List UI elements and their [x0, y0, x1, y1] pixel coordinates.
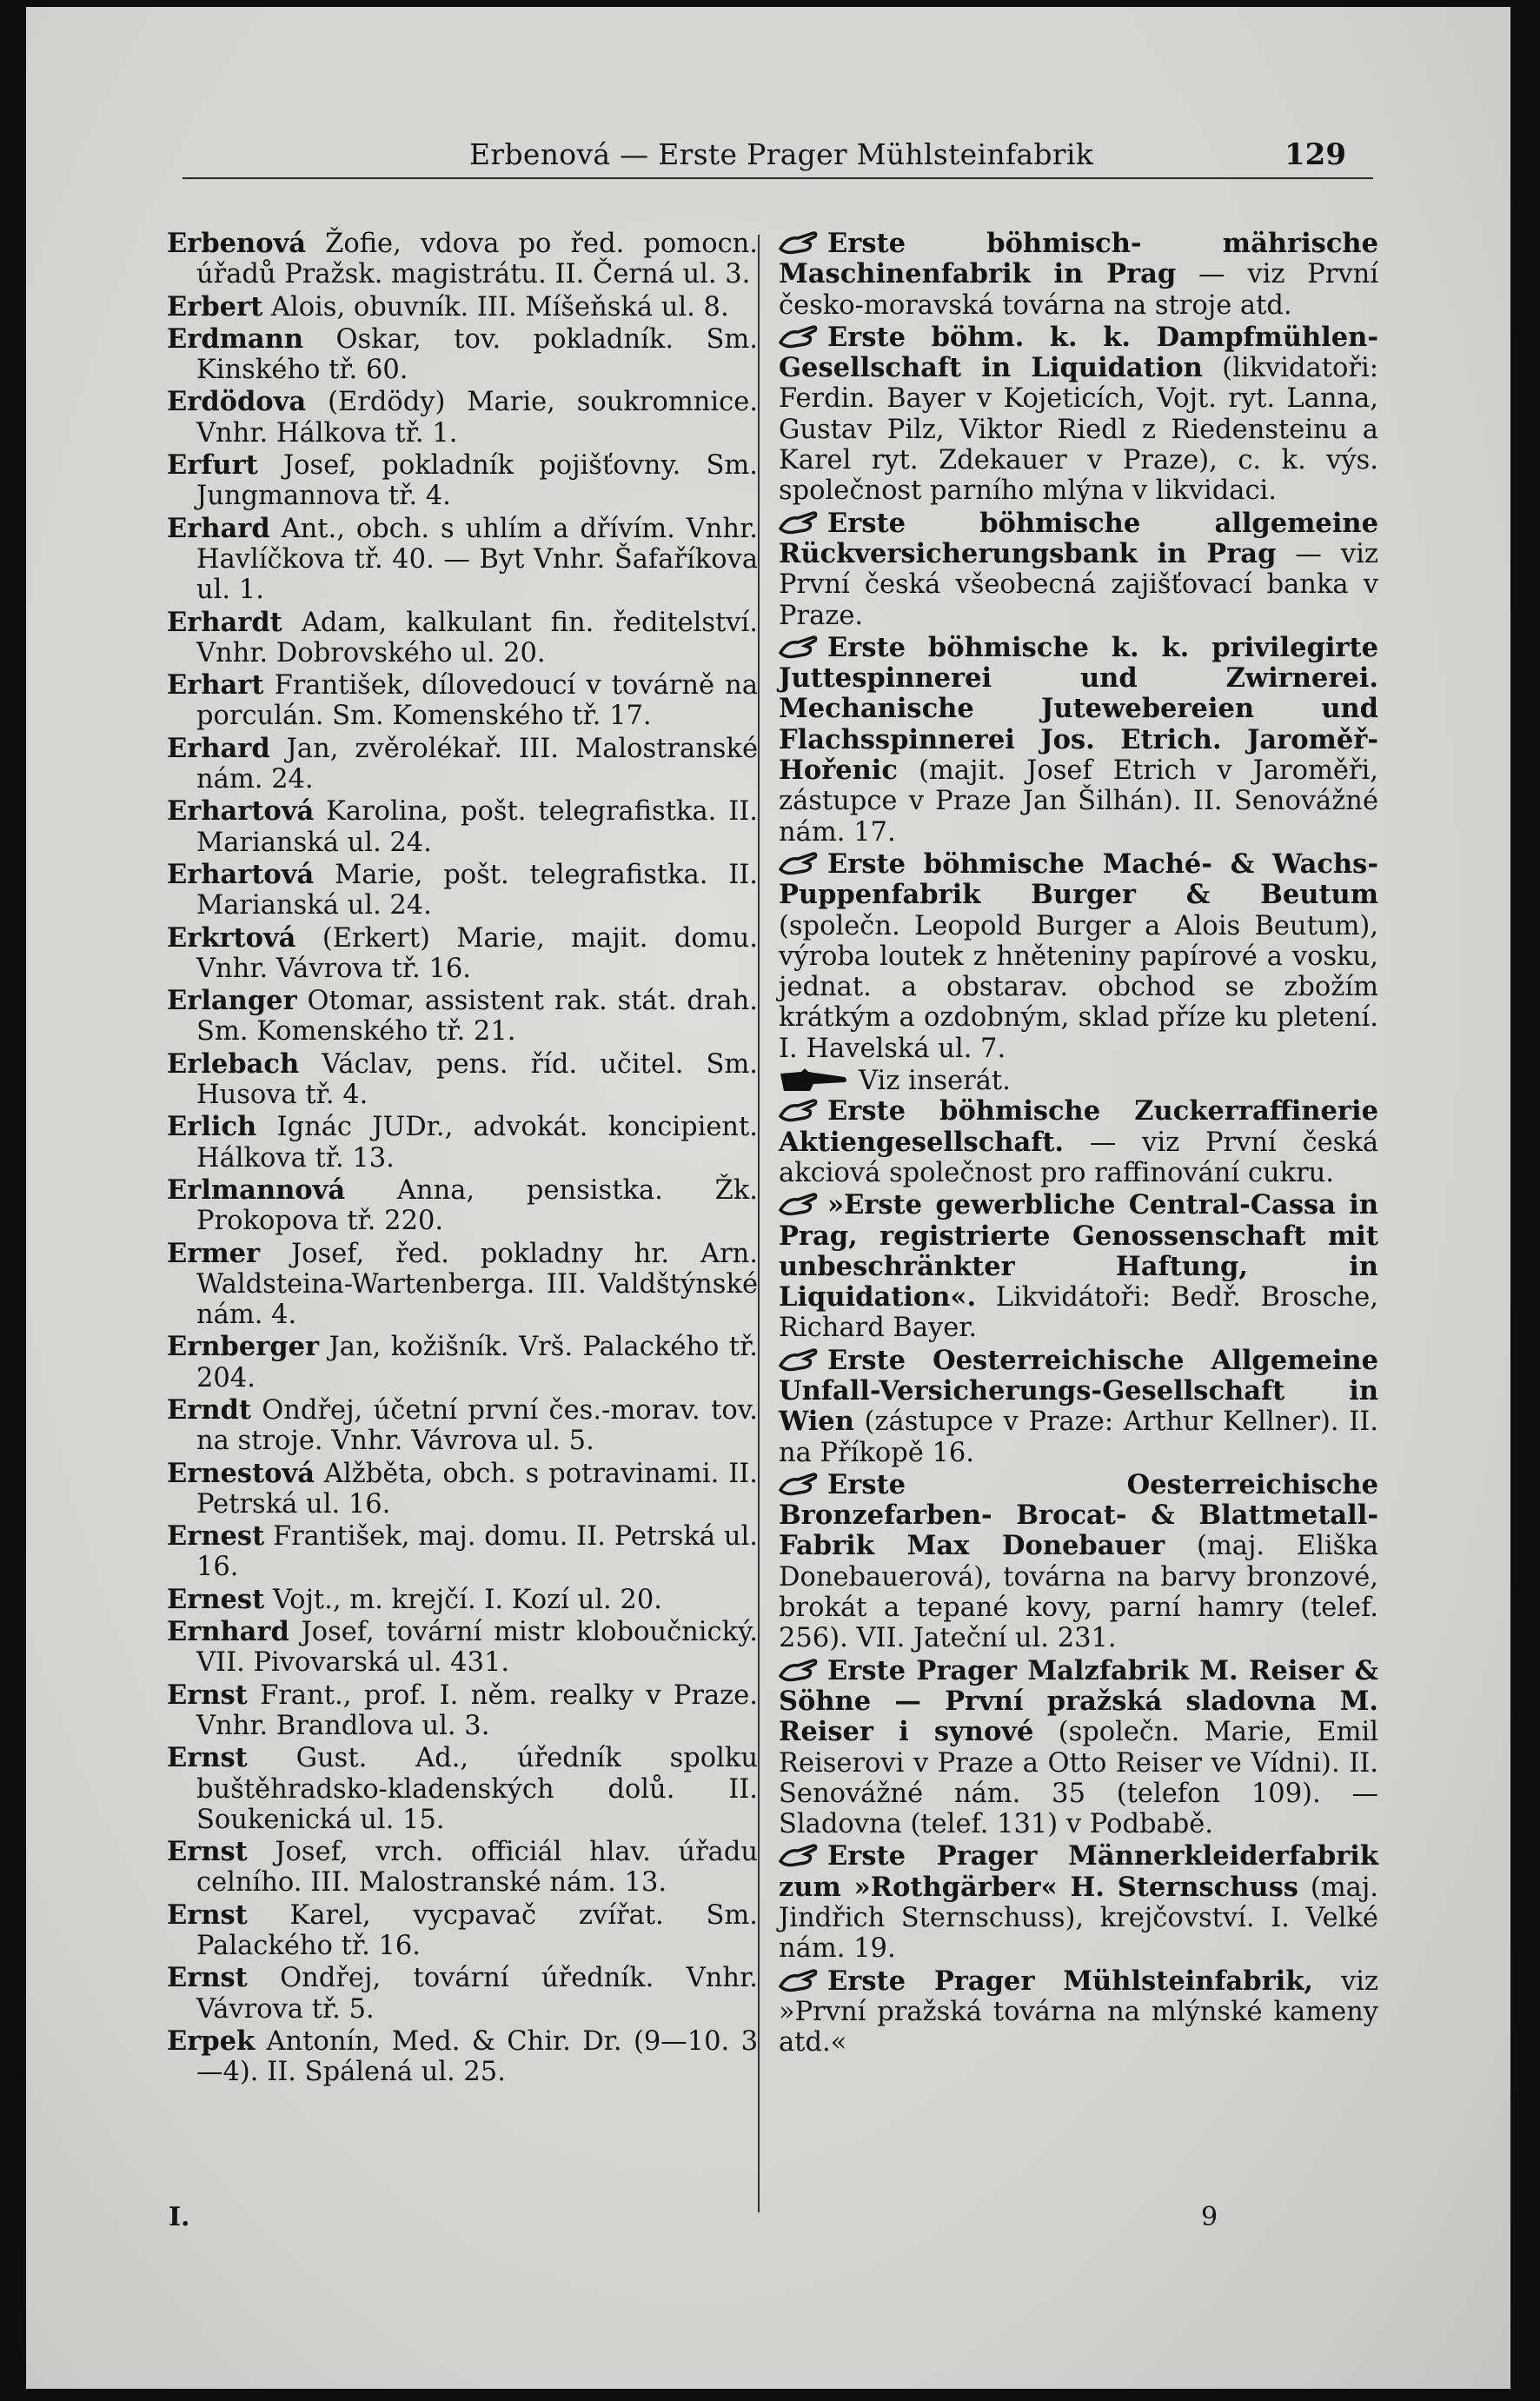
pointing-finger-icon: [779, 1067, 848, 1094]
directory-page: [26, 7, 1510, 2389]
list-item: Erste Prager Männerkleiderfabrik zum »Rothgärber« H. Sternschuss (maj. Jindřich Sternschuss), krejčovství. I. Velké nám. 19.: [779, 1840, 1378, 1965]
list-item: Erbenová Žofie, vdova po řed. pomocn. úřadů Pražsk. magistrátu. II. Černá ul. 3.: [167, 228, 758, 290]
left-column: [167, 229, 758, 2090]
list-item: Erste Prager Mühlsteinfabrik, viz »První pražská továrna na mlýnské kameny atd.«: [779, 1965, 1379, 2058]
list-item: Erste böhmische Maché- & Wachs-Puppenfabrik Burger & Beutum (společn. Leopold Burger a Alois Beutum), výroba loutek z hněteniny papírové a vosku, jednat. a obstarav. obchod se zbožím krátkým a ozdobným, sklad příze ku pletení. I. Havelská ul. 7.: [779, 848, 1378, 1064]
list-item: Erhard Jan, zvěrolékař. III. Malostranské nám. 24.: [167, 732, 758, 795]
list-item: Ernst Frant., prof. I. něm. realky v Praze. Vnhr. Brandlova ul. 3.: [167, 1679, 758, 1741]
list-item: Erdmann Oskar, tov. pokladník. Sm. Kinského tř. 60.: [167, 323, 758, 386]
list-item: Erkrtová (Erkert) Marie, majit. domu. Vnhr. Vávrova tř. 16.: [167, 921, 758, 984]
list-item: Erdödova (Erdödy) Marie, soukromnice. Vnhr. Hálkova tř. 1.: [167, 386, 758, 449]
list-item: Ernst Karel, vycpavač zvířat. Sm. Palackého tř. 16.: [167, 1899, 758, 1962]
page-number: 129: [1284, 137, 1346, 172]
pointing-hand-icon: [779, 229, 822, 256]
column-divider: [758, 235, 760, 2212]
list-item: Erlich Ignác JUDr., advokát. koncipient. Hálkova tř. 13.: [167, 1111, 758, 1174]
list-item: Erpek Antonín, Med. & Chir. Dr. (9—10. 3—4). II. Spálená ul. 25.: [167, 2025, 758, 2088]
right-column: [779, 229, 1378, 2060]
list-item: Ernst Josef, vrch. officiál hlav. úřadu celního. III. Malostranské nám. 13.: [167, 1836, 758, 1899]
header-rule: [183, 177, 1373, 179]
list-item: Erhard Ant., obch. s uhlím a dřívím. Vnhr. Havlíčkova tř. 40. — Byt Vnhr. Šafaříkova ul. 1.: [167, 512, 758, 606]
list-item: Erlanger Otomar, assistent rak. stát. drah. Sm. Komenského tř. 21.: [167, 985, 758, 1048]
see-insert-text: Viz inserát.: [859, 1066, 1011, 1097]
pointing-hand-icon: [779, 1471, 822, 1497]
list-item: Erste Oesterreichische Allgemeine Unfall-Versicherungs-Gesellschaft in Wien (zástupce v Praze: Arthur Kellner). II. na Příkopě 16.: [779, 1344, 1378, 1468]
pointing-hand-icon: [779, 1347, 822, 1373]
pointing-hand-icon: [779, 1657, 822, 1683]
pointing-hand-icon: [779, 509, 822, 535]
list-item: »Erste gewerbliche Central-Cassa in Prag, registrierte Genossenschaft mit unbeschränkter Haftung, in Liquidation«. Likvidátoři: Bedř. Brosche, Richard Bayer.: [779, 1189, 1378, 1344]
list-item: Ernst Ondřej, tovární úředník. Vnhr. Vávrova tř. 5.: [167, 1962, 758, 2025]
list-item: Ernestová Alžběta, obch. s potravinami. II. Petrská ul. 16.: [167, 1457, 758, 1520]
pointing-hand-icon: [779, 1967, 822, 1993]
list-item: Erste Prager Malzfabrik M. Reiser & Söhne — První pražská sladovna M. Reiser i synové (společn. Marie, Emil Reiserovi v Praze a Otto Reiser ve Vídni). II. Senovážné nám. 35 (telefon 109). — Sladovna (telef. 131) v Podbabě.: [779, 1654, 1378, 1840]
sheet-number: 9: [1201, 2202, 1218, 2232]
list-item: Erlmannová Anna, pensistka. Žk. Prokopova tř. 220.: [167, 1174, 758, 1237]
list-item: Erhartová Karolina, pošt. telegrafistka. II. Marianská ul. 24.: [167, 795, 758, 858]
running-header: [26, 137, 1510, 181]
pointing-hand-icon: [779, 323, 822, 349]
list-item: Erste böhmische k. k. privilegirte Juttespinnerei und Zwirnerei. Mechanische Jutewebereien und Flachsspinnerei Jos. Etrich. Jaroměř-Hořenic (majit. Josef Etrich v Jaroměři, zástupce v Praze Jan Šilhán). II. Senovážné nám. 17.: [779, 631, 1378, 848]
pointing-hand-icon: [779, 634, 822, 660]
running-title: Erbenová — Erste Prager Mühlsteinfabrik: [469, 137, 1094, 171]
list-item: Ermer Josef, řed. pokladny hr. Arn. Waldsteina-Wartenberga. III. Valdštýnské nám. 4.: [167, 1237, 758, 1331]
signature-mark: I.: [169, 2202, 190, 2232]
list-item: Erhart František, dílovedoucí v továrně na porculán. Sm. Komenského tř. 17.: [167, 669, 758, 732]
see-insert-note: [779, 1066, 1378, 1096]
list-item: Erste böhm. k. k. Dampfmühlen-Gesellschaft in Liquidation (likvidatoři: Ferdin. Bayer v Kojeticích, Vojt. ryt. Lanna, Gustav Pilz, Viktor Riedl z Riedensteinu a Karel ryt. Zdekauer v Praze), c. k. výs. společnost parního mlýna v likvidaci.: [779, 321, 1378, 507]
pointing-hand-icon: [779, 1191, 822, 1217]
list-item: Ernhard Josef, tovární mistr kloboučnický. VII. Pivovarská ul. 431.: [167, 1616, 758, 1679]
list-item: Erste böhmisch- mährische Maschinenfabrik in Prag — viz První česko-moravská továrna na stroje atd.: [779, 228, 1378, 321]
list-item: Ernst Gust. Ad., úředník spolku buštěhradsko-kladenských dolů. II. Soukenická ul. 15.: [167, 1742, 758, 1835]
list-item: Erhartová Marie, pošt. telegrafistka. II. Marianská ul. 24.: [167, 858, 758, 921]
list-item: Erlebach Václav, pens. říd. učitel. Sm. Husova tř. 4.: [167, 1048, 758, 1111]
pointing-hand-icon: [779, 1842, 822, 1868]
pointing-hand-icon: [779, 850, 822, 876]
list-item: Erste Oesterreichische Bronzefarben- Brocat- & Blattmetall-Fabrik Max Donebauer (maj. Eliška Donebauerová), továrna na barvy bronzové, brokát a tepané kovy, parní hamry (telef. 256). VII. Jateční ul. 231.: [779, 1468, 1378, 1654]
list-item: Erste böhmische Zuckerraffinerie Aktiengesellschaft. — viz První česká akciová společnost pro raffinování cukru.: [779, 1095, 1378, 1188]
list-item: Erndt Ondřej, účetní první čes.-morav. tov. na stroje. Vnhr. Vávrova ul. 5.: [167, 1393, 758, 1457]
list-item: Erbert Alois, obuvník. III. Míšeňská ul. 8.: [167, 290, 729, 323]
list-item: Erhardt Adam, kalkulant fin. ředitelství. Vnhr. Dobrovského ul. 20.: [167, 606, 758, 668]
list-item: Ernest Vojt., m. krejčí. I. Kozí ul. 20.: [167, 1583, 662, 1615]
list-item: Erste böhmische allgemeine Rückversicherungsbank in Prag — viz První česká všeobecná zajišťovací banka v Praze.: [779, 507, 1378, 631]
list-item: Ernberger Jan, kožišník. Vrš. Palackého tř. 204.: [167, 1331, 758, 1393]
list-item: Ernest František, maj. domu. II. Petrská ul. 16.: [167, 1520, 758, 1583]
list-item: Erfurt Josef, pokladník pojišťovny. Sm. Jungmannova tř. 4.: [167, 449, 758, 512]
pointing-hand-icon: [779, 1097, 822, 1123]
